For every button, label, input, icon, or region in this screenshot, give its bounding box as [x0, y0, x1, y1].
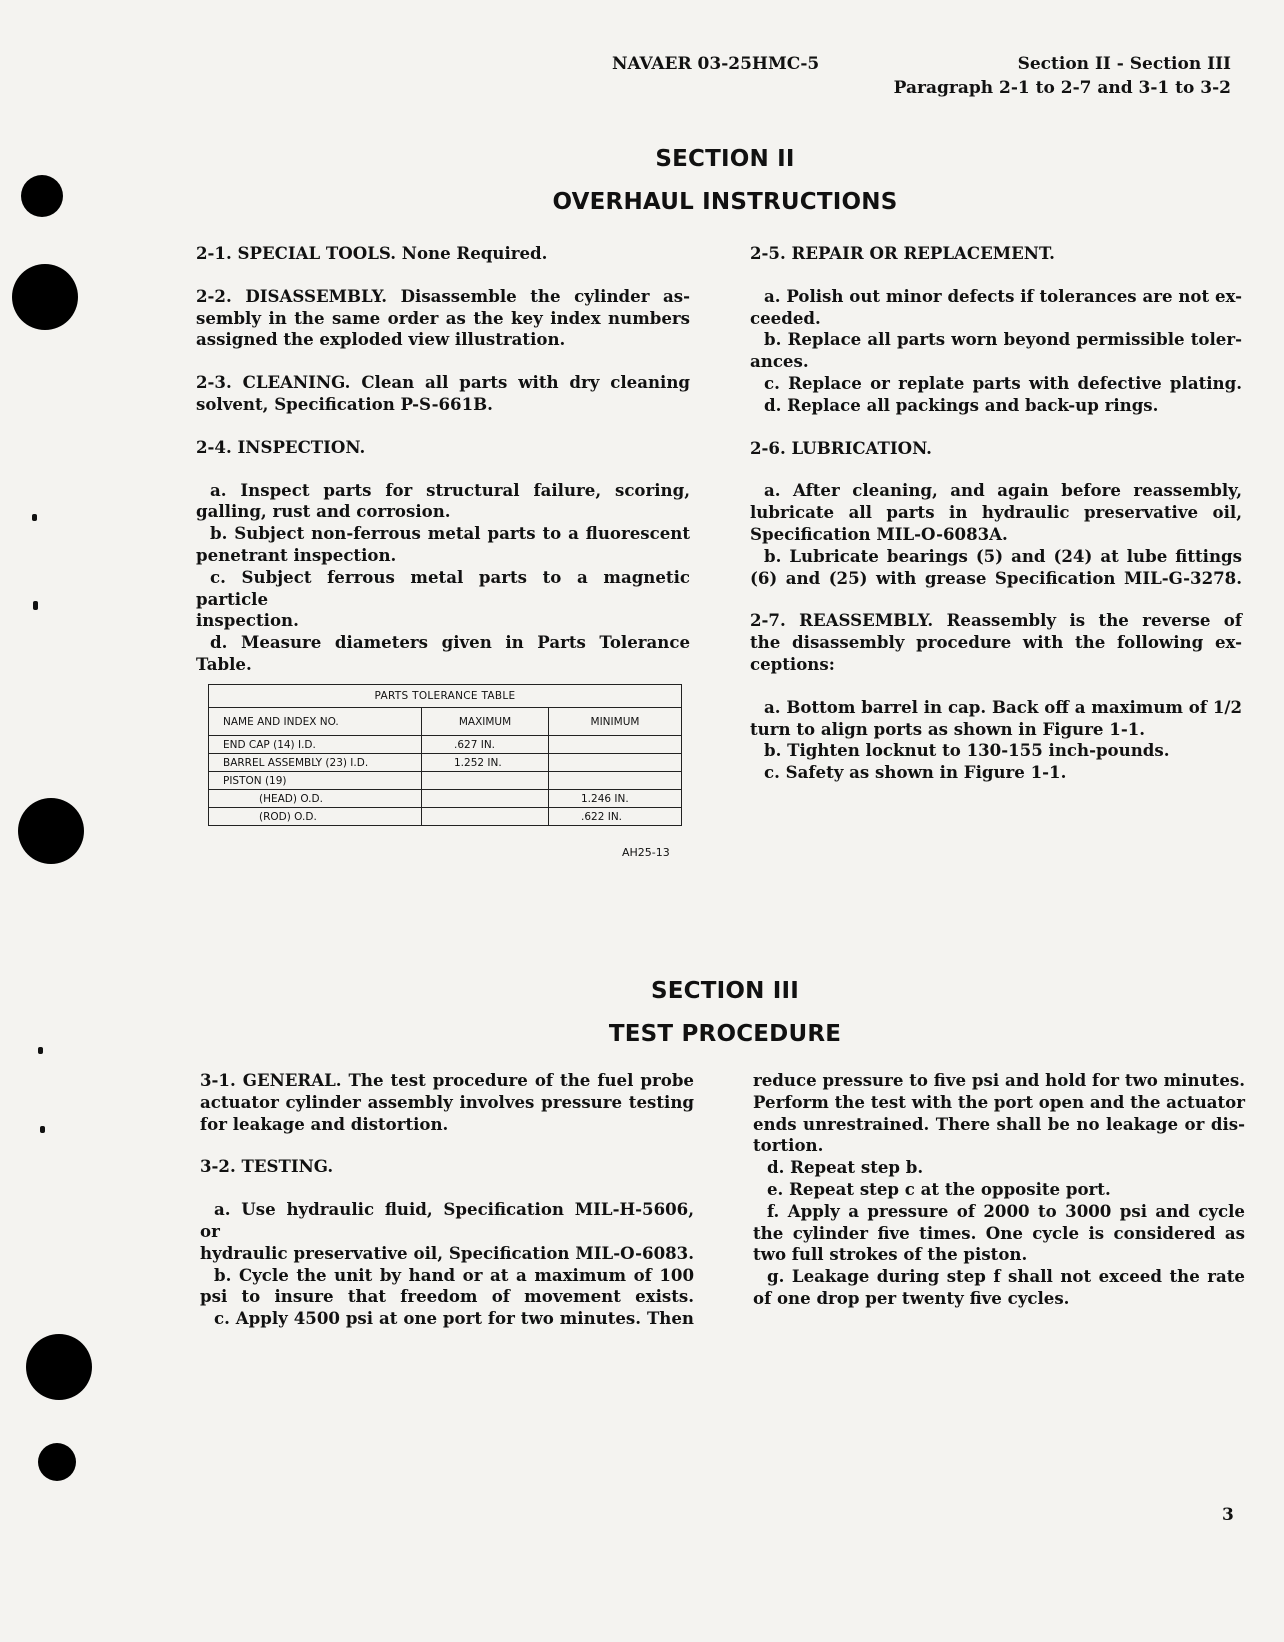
table-row — [209, 772, 682, 790]
table-caption: PARTS TOLERANCE TABLE — [209, 685, 682, 708]
table-cell — [422, 808, 549, 826]
para-3-1-line: for leakage and distortion. — [200, 1113, 449, 1134]
table-cell: PISTON (19) — [209, 772, 422, 790]
para-2-7-line: the disassembly procedure with the following ex- — [750, 632, 1242, 653]
scan-mark — [32, 514, 37, 521]
scan-mark — [38, 1047, 43, 1054]
section-2-title: OVERHAUL INSTRUCTIONS — [552, 189, 898, 215]
section-3-number: SECTION III — [650, 978, 800, 1004]
para-3-1-line: 3-1. GENERAL. The test procedure of the fuel probe — [200, 1070, 694, 1090]
document-id: NAVAER 03-25HMC-5 — [612, 54, 820, 74]
binder-hole — [18, 798, 84, 864]
inspection-item: a. Inspect parts for structural failure, scoring, — [210, 479, 690, 500]
para-2-2-line: assigned the exploded view illustration. — [196, 329, 566, 350]
testing-line: tortion. — [753, 1135, 824, 1156]
scan-mark — [40, 1126, 45, 1133]
section-3-right-column — [753, 1070, 1245, 1310]
paragraph-range: Paragraph 2-1 to 2-7 and 3-1 to 3-2 — [893, 78, 1231, 98]
table-cell: END CAP (14) I.D. — [209, 736, 422, 754]
lubrication-item: Specification MIL-O-6083A. — [750, 523, 1008, 544]
binder-hole — [38, 1443, 76, 1481]
inspection-item: d. Measure diameters given in Parts Tolerance — [210, 632, 690, 653]
lubrication-item: (6) and (25) with grease Specification MIL-G-3278. — [750, 567, 1242, 588]
reassembly-item: b. Tighten locknut to 130-155 inch-pounds. — [764, 740, 1170, 761]
repair-item: a. Polish out minor defects if tolerances are not ex- — [764, 285, 1242, 306]
testing-item: e. Repeat step c at the opposite port. — [767, 1178, 1111, 1199]
reassembly-item: turn to align ports as shown in Figure 1-1. — [750, 718, 1146, 739]
para-2-7-line: 2-7. REASSEMBLY. Reassembly is the reverse of — [750, 610, 1242, 631]
repair-item: b. Replace all parts worn beyond permissible toler- — [764, 329, 1242, 350]
running-header — [894, 52, 1231, 100]
lubrication-item: lubricate all parts in hydraulic preservative oil, — [750, 502, 1242, 523]
testing-line: reduce pressure to five psi and hold for two minutes. — [753, 1070, 1245, 1090]
testing-item: of one drop per twenty five cycles. — [753, 1287, 1070, 1308]
para-2-2-line: sembly in the same order as the key index numbers — [196, 307, 690, 328]
table-cell: .627 IN. — [422, 736, 549, 754]
table-header: MINIMUM — [549, 708, 682, 736]
para-2-5: 2-5. REPAIR OR REPLACEMENT. — [750, 243, 1055, 263]
testing-item: hydraulic preservative oil, Specification MIL-O-6083. — [200, 1242, 694, 1263]
inspection-item: inspection. — [196, 610, 299, 631]
para-2-2-line: 2-2. DISASSEMBLY. Disassemble the cylinder as- — [196, 285, 690, 306]
lubrication-item: b. Lubricate bearings (5) and (24) at lube fittings — [764, 545, 1242, 566]
repair-item: ances. — [750, 351, 809, 372]
para-2-6: 2-6. LUBRICATION. — [750, 437, 932, 458]
binder-hole — [26, 1334, 92, 1400]
table-header: NAME AND INDEX NO. — [209, 708, 422, 736]
table-cell: 1.246 IN. — [549, 790, 682, 808]
inspection-item: b. Subject non-ferrous metal parts to a fluorescent — [210, 523, 690, 544]
page-number: 3 — [1222, 1505, 1234, 1525]
parts-tolerance-table — [208, 684, 682, 826]
table-cell — [549, 736, 682, 754]
testing-item: g. Leakage during step f shall not exceed the rate — [767, 1266, 1245, 1287]
testing-item: two full strokes of the piston. — [753, 1244, 1028, 1265]
table-cell: (ROD) O.D. — [209, 808, 422, 826]
table-cell — [422, 772, 549, 790]
table-row — [209, 754, 682, 772]
repair-item: c. Replace or replate parts with defective plating. — [764, 372, 1242, 393]
inspection-item: galling, rust and corrosion. — [196, 501, 451, 522]
section-3-left-column — [200, 1070, 694, 1330]
para-2-1: 2-1. SPECIAL TOOLS. None Required. — [196, 243, 548, 263]
section-2-number: SECTION II — [655, 146, 795, 172]
testing-item: f. Apply a pressure of 2000 to 3000 psi and cycle — [767, 1200, 1245, 1221]
section-2-left-column — [196, 243, 690, 676]
testing-item: c. Apply 4500 psi at one port for two minutes. Then — [214, 1308, 694, 1329]
para-3-2: 3-2. TESTING. — [200, 1156, 334, 1177]
section-range: Section II - Section III — [1017, 54, 1231, 74]
figure-code: AH25-13 — [622, 846, 670, 859]
inspection-item: penetrant inspection. — [196, 544, 397, 565]
section-2-right-column — [750, 243, 1242, 784]
inspection-item: Table. — [196, 653, 252, 674]
repair-item: ceeded. — [750, 307, 821, 328]
testing-line: ends unrestrained. There shall be no leakage or dis- — [753, 1113, 1245, 1134]
binder-hole — [12, 264, 78, 330]
reassembly-item: a. Bottom barrel in cap. Back off a maximum of 1/2 — [764, 696, 1242, 717]
repair-item: d. Replace all packings and back-up rings. — [764, 394, 1159, 415]
table-cell — [549, 772, 682, 790]
table-row — [209, 736, 682, 754]
para-2-3-line: solvent, Specification P-S-661B. — [196, 393, 493, 414]
reassembly-item: c. Safety as shown in Figure 1-1. — [764, 762, 1067, 783]
table-row — [209, 808, 682, 826]
table-cell: 1.252 IN. — [422, 754, 549, 772]
testing-item: b. Cycle the unit by hand or at a maximum of 100 — [214, 1264, 694, 1285]
testing-line: Perform the test with the port open and the actuator — [753, 1091, 1245, 1112]
testing-item: a. Use hydraulic fluid, Specification MIL-H-5606, or — [200, 1199, 694, 1241]
table-cell: BARREL ASSEMBLY (23) I.D. — [209, 754, 422, 772]
para-2-3-line: 2-3. CLEANING. Clean all parts with dry cleaning — [196, 372, 690, 393]
lubrication-item: a. After cleaning, and again before reassembly, — [764, 480, 1242, 501]
inspection-item: c. Subject ferrous metal parts to a magnetic particle — [196, 566, 690, 609]
testing-item: psi to insure that freedom of movement exists. — [200, 1286, 694, 1307]
table-cell: (HEAD) O.D. — [209, 790, 422, 808]
table-row — [209, 790, 682, 808]
para-2-4: 2-4. INSPECTION. — [196, 436, 366, 457]
table-header: MAXIMUM — [422, 708, 549, 736]
table-cell: .622 IN. — [549, 808, 682, 826]
section-3-title: TEST PROCEDURE — [608, 1021, 842, 1047]
table-cell — [549, 754, 682, 772]
scan-mark — [33, 601, 38, 610]
para-3-1-line: actuator cylinder assembly involves pressure testing — [200, 1091, 694, 1112]
para-2-7-line: ceptions: — [750, 653, 835, 674]
testing-item: d. Repeat step b. — [767, 1157, 924, 1178]
table-cell — [422, 790, 549, 808]
testing-item: the cylinder five times. One cycle is considered as — [753, 1222, 1245, 1243]
